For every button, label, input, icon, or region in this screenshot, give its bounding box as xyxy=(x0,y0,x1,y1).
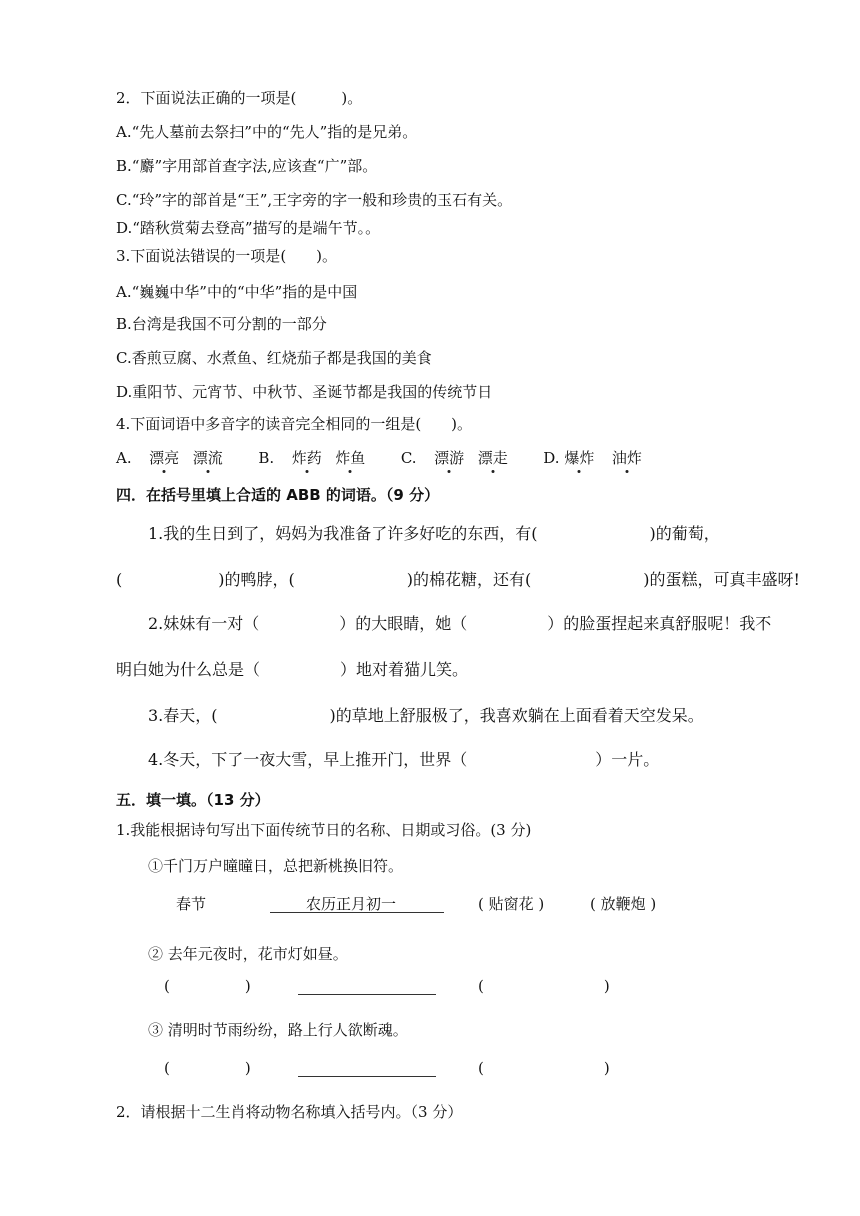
q4-d-word2: 油炸 xyxy=(611,449,642,467)
q4-c-word1: 漂游 xyxy=(434,449,465,467)
sec4-line-2: ( )的鸭脖，( )的棉花糖，还有( )的蛋糕，可真丰盛呀! xyxy=(116,570,800,589)
sec4-line-6: 4.冬天，下了一夜大雪，早上推开门，世界（ ）一片。 xyxy=(148,750,660,769)
q2-stem: 2．下面说法正确的一项是( )。 xyxy=(116,89,363,107)
poem-2-date-blank[interactable] xyxy=(298,994,436,995)
section-4-title: 四．在括号里填上合适的 ABB 的词语。（9 分） xyxy=(116,486,440,504)
section-5-title: 五．填一填。（13 分） xyxy=(116,791,270,809)
poem-1-date: 农历正月初一 xyxy=(306,895,397,913)
poem-2-custom-blank[interactable]: ( ) xyxy=(478,977,610,995)
q3-option-a: A.“巍巍中华”中的“中华”指的是中国 xyxy=(116,283,358,301)
sec4-line-1: 1.我的生日到了，妈妈为我准备了许多好吃的东西，有( )的葡萄， xyxy=(148,524,720,543)
q3-stem: 3.下面说法错误的一项是( )。 xyxy=(116,247,338,265)
poem-1: ①千门万户曈曈日，总把新桃换旧符。 xyxy=(148,857,404,875)
poem-1-custom-1: ( 贴窗花 ) xyxy=(478,895,545,913)
q3-option-c: C.香煎豆腐、水煮鱼、红烧茄子都是我国的美食 xyxy=(116,349,432,367)
poem-3-custom-blank[interactable]: ( ) xyxy=(478,1059,610,1077)
poem-2: ② 去年元夜时，花市灯如昼。 xyxy=(148,945,348,963)
q4-options xyxy=(116,448,642,468)
q4-b-word2: 炸鱼 xyxy=(335,449,366,467)
poem-1-custom-2: ( 放鞭炮 ) xyxy=(590,895,657,913)
q3-option-b: B.台湾是我国不可分割的一部分 xyxy=(116,315,327,333)
q4-c-label: C. xyxy=(400,449,417,467)
sec5-q1: 1.我能根据诗句写出下面传统节日的名称、日期或习俗。(3 分) xyxy=(116,821,532,839)
q4-b-label: B. xyxy=(258,449,275,467)
poem-3: ③ 清明时节雨纷纷，路上行人欲断魂。 xyxy=(148,1021,408,1039)
q2-option-b: B.“麝”字用部首查字法,应该查“广”部。 xyxy=(116,157,378,175)
q4-d-label: D. xyxy=(543,449,560,467)
q3-option-d: D.重阳节、元宵节、中秋节、圣诞节都是我国的传统节日 xyxy=(116,383,493,401)
q4-b-word1: 炸药 xyxy=(291,449,322,467)
q4-a-label: A. xyxy=(116,449,132,467)
q4-a-word2: 漂流 xyxy=(192,449,223,467)
poem-1-date-underline xyxy=(270,912,444,913)
poem-2-festival-blank[interactable]: ( ) xyxy=(164,977,251,995)
q4-a-word1: 漂亮 xyxy=(149,449,180,467)
poem-3-date-blank[interactable] xyxy=(298,1076,436,1077)
q2-option-a: A.“先人墓前去祭扫”中的“先人”指的是兄弟。 xyxy=(116,123,418,141)
q2-option-d: D.“踏秋赏菊去登高”描写的是端午节。。 xyxy=(116,219,381,237)
q4-c-word2: 漂走 xyxy=(477,449,508,467)
q4-stem: 4.下面词语中多音字的读音完全相同的一组是( )。 xyxy=(116,415,473,433)
sec4-line-3: 2.妹妹有一对（ ）的大眼睛，她（ ）的脸蛋捏起来真舒服呢！我不 xyxy=(148,614,772,633)
q2-option-c: C.“玲”字的部首是“王”,王字旁的字一般和珍贵的玉石有关。 xyxy=(116,191,513,209)
q4-d-word1: 爆炸 xyxy=(564,449,595,467)
poem-1-festival: 春节 xyxy=(176,895,207,913)
sec4-line-4: 明白她为什么总是（ ）地对着猫儿笑。 xyxy=(116,660,469,679)
sec4-line-5: 3.春天，( )的草地上舒服极了，我喜欢躺在上面看着天空发呆。 xyxy=(148,706,704,725)
poem-3-festival-blank[interactable]: ( ) xyxy=(164,1059,251,1077)
sec5-q2: 2．请根据十二生肖将动物名称填入括号内。（3 分） xyxy=(116,1103,463,1121)
